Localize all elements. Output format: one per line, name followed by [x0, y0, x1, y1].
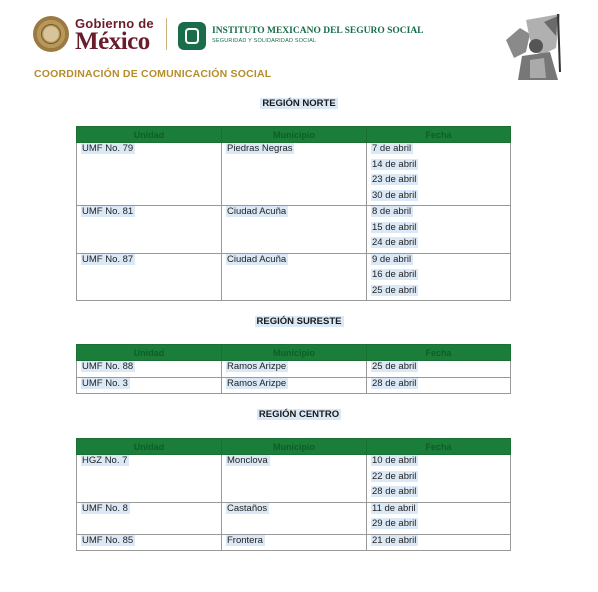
- imss-name: INSTITUTO MEXICANO DEL SEGURO SOCIAL: [212, 26, 424, 36]
- unidad-cell: UMF No. 88: [77, 361, 222, 378]
- column-header-fecha: Fecha: [367, 439, 511, 455]
- municipio-cell: Piedras Negras: [222, 143, 367, 159]
- unidad-cell: UMF No. 87: [77, 253, 222, 269]
- table-row: [77, 502, 511, 518]
- fecha-cell: 10 de abril: [367, 455, 511, 471]
- fecha-cell: 8 de abril: [367, 206, 511, 222]
- fecha-cell: 15 de abril: [367, 222, 511, 238]
- imss-logo-icon: [178, 22, 206, 50]
- table-row: [77, 361, 511, 378]
- column-header-municipio: Municipio: [222, 127, 367, 143]
- column-header-fecha: Fecha: [367, 345, 511, 361]
- table-row: [77, 285, 511, 301]
- table-header-row: [77, 439, 511, 455]
- fecha-cell: 11 de abril: [367, 502, 511, 518]
- unidad-cell: HGZ No. 7: [77, 455, 222, 471]
- fecha-cell: 30 de abril: [367, 190, 511, 206]
- municipio-cell: Ramos Arizpe: [222, 377, 367, 394]
- table-row: [77, 471, 511, 487]
- gob-logo-line1: Gobierno de: [75, 16, 154, 31]
- gob-logo-line2: México: [75, 28, 150, 55]
- table-row: [77, 174, 511, 190]
- region-title-norte: REGIÓN NORTE: [262, 98, 336, 109]
- table-row: [77, 222, 511, 238]
- fecha-cell: 23 de abril: [367, 174, 511, 190]
- column-header-unidad: Unidad: [77, 127, 222, 143]
- municipio-cell: Frontera: [222, 534, 367, 551]
- unidad-cell: UMF No. 8: [77, 502, 222, 518]
- flag-emblem-icon: [500, 12, 566, 82]
- fecha-cell: 28 de abril: [367, 486, 511, 502]
- table-row: [77, 377, 511, 394]
- unidad-cell: UMF No. 81: [77, 206, 222, 222]
- region-sureste-table: [76, 344, 511, 394]
- fecha-cell: 24 de abril: [367, 237, 511, 253]
- table-header-row: [77, 345, 511, 361]
- fecha-cell: 9 de abril: [367, 253, 511, 269]
- table-row: [77, 143, 511, 159]
- municipio-cell: Monclova: [222, 455, 367, 471]
- fecha-cell: 28 de abril: [367, 377, 511, 394]
- table-row: [77, 534, 511, 551]
- column-header-fecha: Fecha: [367, 127, 511, 143]
- region-norte-table: [76, 126, 511, 301]
- column-header-unidad: Unidad: [77, 345, 222, 361]
- coordination-heading: COORDINACIÓN DE COMUNICACIÓN SOCIAL: [34, 68, 272, 80]
- table-row: [77, 486, 511, 502]
- fecha-cell: 21 de abril: [367, 534, 511, 551]
- region-centro-table: [76, 438, 511, 551]
- imss-subtitle: SEGURIDAD Y SOLIDARIDAD SOCIAL: [212, 38, 317, 44]
- fecha-cell: 25 de abril: [367, 285, 511, 301]
- table-row: [77, 269, 511, 285]
- table-header-row: [77, 127, 511, 143]
- fecha-cell: 25 de abril: [367, 361, 511, 378]
- table-row: [77, 206, 511, 222]
- municipio-cell: Castaños: [222, 502, 367, 518]
- table-row: [77, 190, 511, 206]
- unidad-cell: UMF No. 79: [77, 143, 222, 159]
- column-header-unidad: Unidad: [77, 439, 222, 455]
- municipio-cell: Ciudad Acuña: [222, 206, 367, 222]
- table-row: [77, 237, 511, 253]
- table-row: [77, 455, 511, 471]
- municipio-cell: Ciudad Acuña: [222, 253, 367, 269]
- table-row: [77, 518, 511, 534]
- table-row: [77, 253, 511, 269]
- column-header-municipio: Municipio: [222, 345, 367, 361]
- fecha-cell: 29 de abril: [367, 518, 511, 534]
- fecha-cell: 7 de abril: [367, 143, 511, 159]
- logo-divider: [166, 18, 167, 50]
- column-header-municipio: Municipio: [222, 439, 367, 455]
- fecha-cell: 16 de abril: [367, 269, 511, 285]
- national-seal-icon: [33, 16, 69, 52]
- gobierno-de-mexico-logo: [33, 14, 163, 56]
- fecha-cell: 14 de abril: [367, 159, 511, 175]
- region-title-centro: REGIÓN CENTRO: [258, 409, 340, 420]
- unidad-cell: UMF No. 3: [77, 377, 222, 394]
- unidad-cell: UMF No. 85: [77, 534, 222, 551]
- municipio-cell: Ramos Arizpe: [222, 361, 367, 378]
- region-title-sureste: REGIÓN SURESTE: [256, 316, 342, 327]
- fecha-cell: 22 de abril: [367, 471, 511, 487]
- table-row: [77, 159, 511, 175]
